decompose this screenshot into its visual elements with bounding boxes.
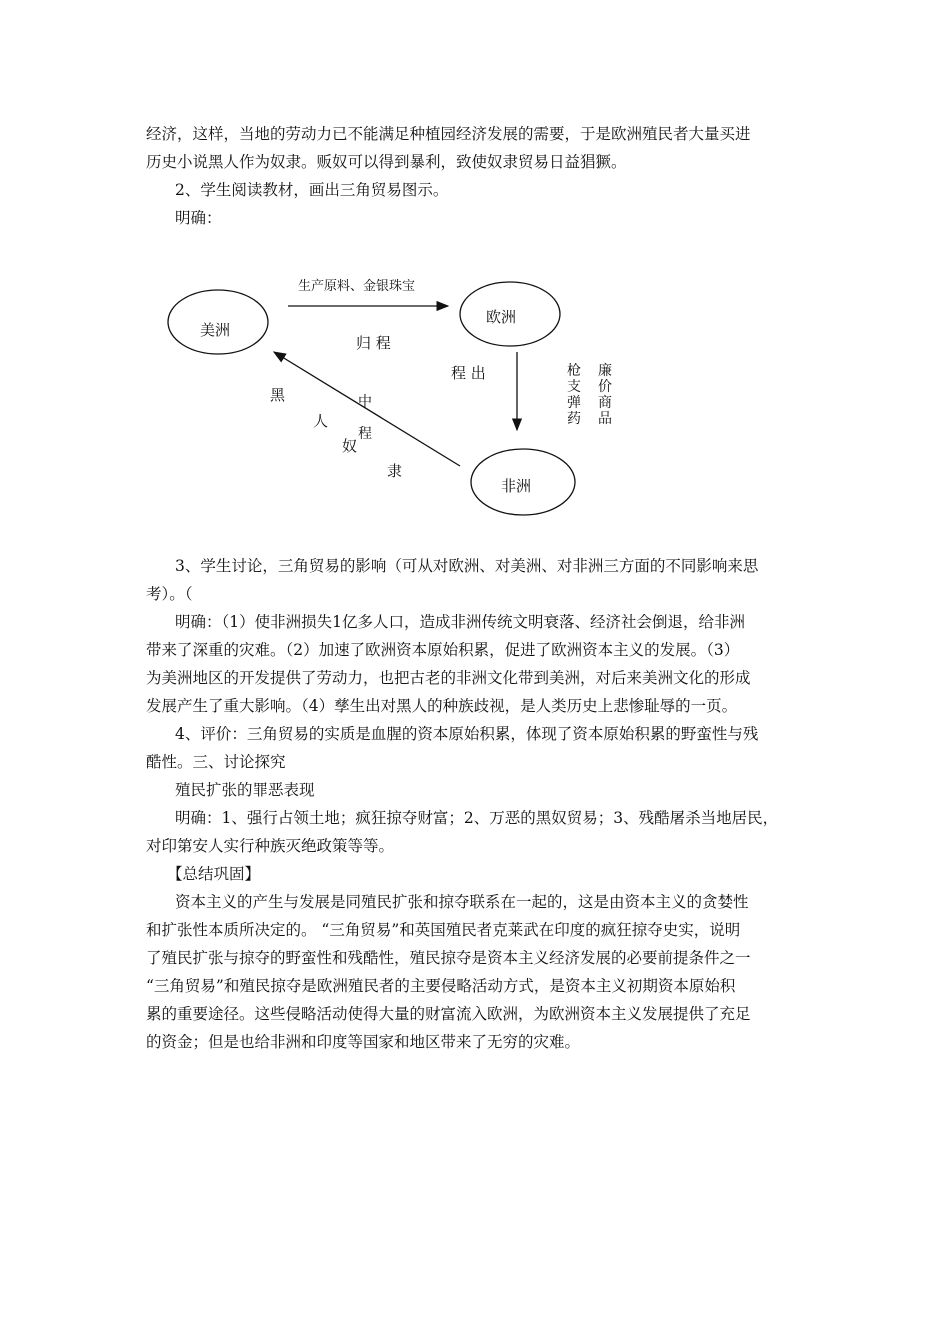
paragraph-line: 带来了深重的灾难。（2）加速了欧洲资本原始积累，促进了欧洲资本主义的发展。（3）	[146, 641, 740, 659]
section-heading: 【总结巩固】	[167, 865, 261, 883]
person-label: 人	[313, 412, 329, 430]
paragraph-line: 4、评价：三角贸易的实质是血腥的资本原始积累，体现了资本原始积累的野蛮性与残	[175, 725, 759, 743]
paragraph-line: 累的重要途径。这些侵略活动使得大量的财富流入欧洲，为欧洲资本主义发展提供了充足	[146, 1005, 751, 1023]
europe-label: 欧洲	[486, 308, 517, 326]
black-label: 黑	[270, 386, 286, 404]
paragraph-line: 对印第安人实行种族灭绝政策等等。	[146, 837, 395, 855]
paragraph-line: “三角贸易”和殖民掠夺是欧洲殖民者的主要侵略活动方式，是资本主义初期资本原始积	[146, 977, 736, 995]
slave1-label: 奴	[342, 437, 358, 455]
cheap-goods-label: 廉价商品	[598, 363, 612, 427]
paragraph-line: 3、学生讨论，三角贸易的影响（可从对欧洲、对美洲、对非洲三方面的不同影响来思	[175, 557, 759, 575]
paragraph-line: 的资金；但是也给非洲和印度等国家和地区带来了无穷的灾难。	[146, 1033, 581, 1051]
return-leg-label: 归 程	[356, 334, 391, 352]
paragraph-line: 了殖民扩张与掠夺的野蛮性和残酷性，殖民掠夺是资本主义经济发展的必要前提条件之一	[146, 949, 751, 967]
paragraph-line: 发展产生了重大影响。（4）孳生出对黑人的种族歧视，是人类历史上悲惨耻辱的一页。	[146, 697, 738, 715]
top-arrow-label: 生产原料、金银珠宝	[298, 279, 416, 294]
paragraph-line: 和扩张性本质所决定的。 “三角贸易”和英国殖民者克莱武在印度的疯狂掠夺史实，说明	[146, 921, 741, 939]
paragraph-line: 酷性。三、讨论探究	[146, 753, 286, 771]
slave2-label: 隶	[387, 462, 403, 480]
paragraph-line: 历史小说黑人作为奴隶。贩奴可以得到暴利，致使奴隶贸易日益猖獗。	[146, 153, 627, 171]
americas-label: 美洲	[200, 321, 231, 339]
outbound-leg-label: 程 出	[451, 364, 486, 382]
paragraph-line: 明确：（1）使非洲损失1亿多人口，造成非洲传统文明衰落、经济社会倒退，给非洲	[175, 613, 745, 631]
paragraph-line: 明确：	[175, 209, 222, 227]
guns-label: 枪支弹药	[567, 363, 581, 427]
paragraph-line: 考）。（	[146, 585, 193, 603]
paragraph-line: 殖民扩张的罪恶表现	[175, 781, 315, 799]
paragraph-line: 经济，这样，当地的劳动力已不能满足种植园经济发展的需要，于是欧洲殖民者大量买进	[146, 125, 751, 143]
middle-passage-label: 中程	[358, 394, 372, 442]
triangle-trade-diagram	[160, 262, 640, 522]
paragraph-line: 2、学生阅读教材，画出三角贸易图示。	[175, 181, 449, 199]
africa-label: 非洲	[501, 477, 532, 495]
paragraph-line: 为美洲地区的开发提供了劳动力，也把古老的非洲文化带到美洲，对后来美洲文化的形成	[146, 669, 751, 687]
paragraph-line: 明确：1、强行占领土地；疯狂掠夺财富；2、万恶的黑奴贸易；3、残酷屠杀当地居民，	[175, 809, 779, 827]
paragraph-line: 资本主义的产生与发展是同殖民扩张和掠夺联系在一起的，这是由资本主义的贪婪性	[175, 893, 749, 911]
